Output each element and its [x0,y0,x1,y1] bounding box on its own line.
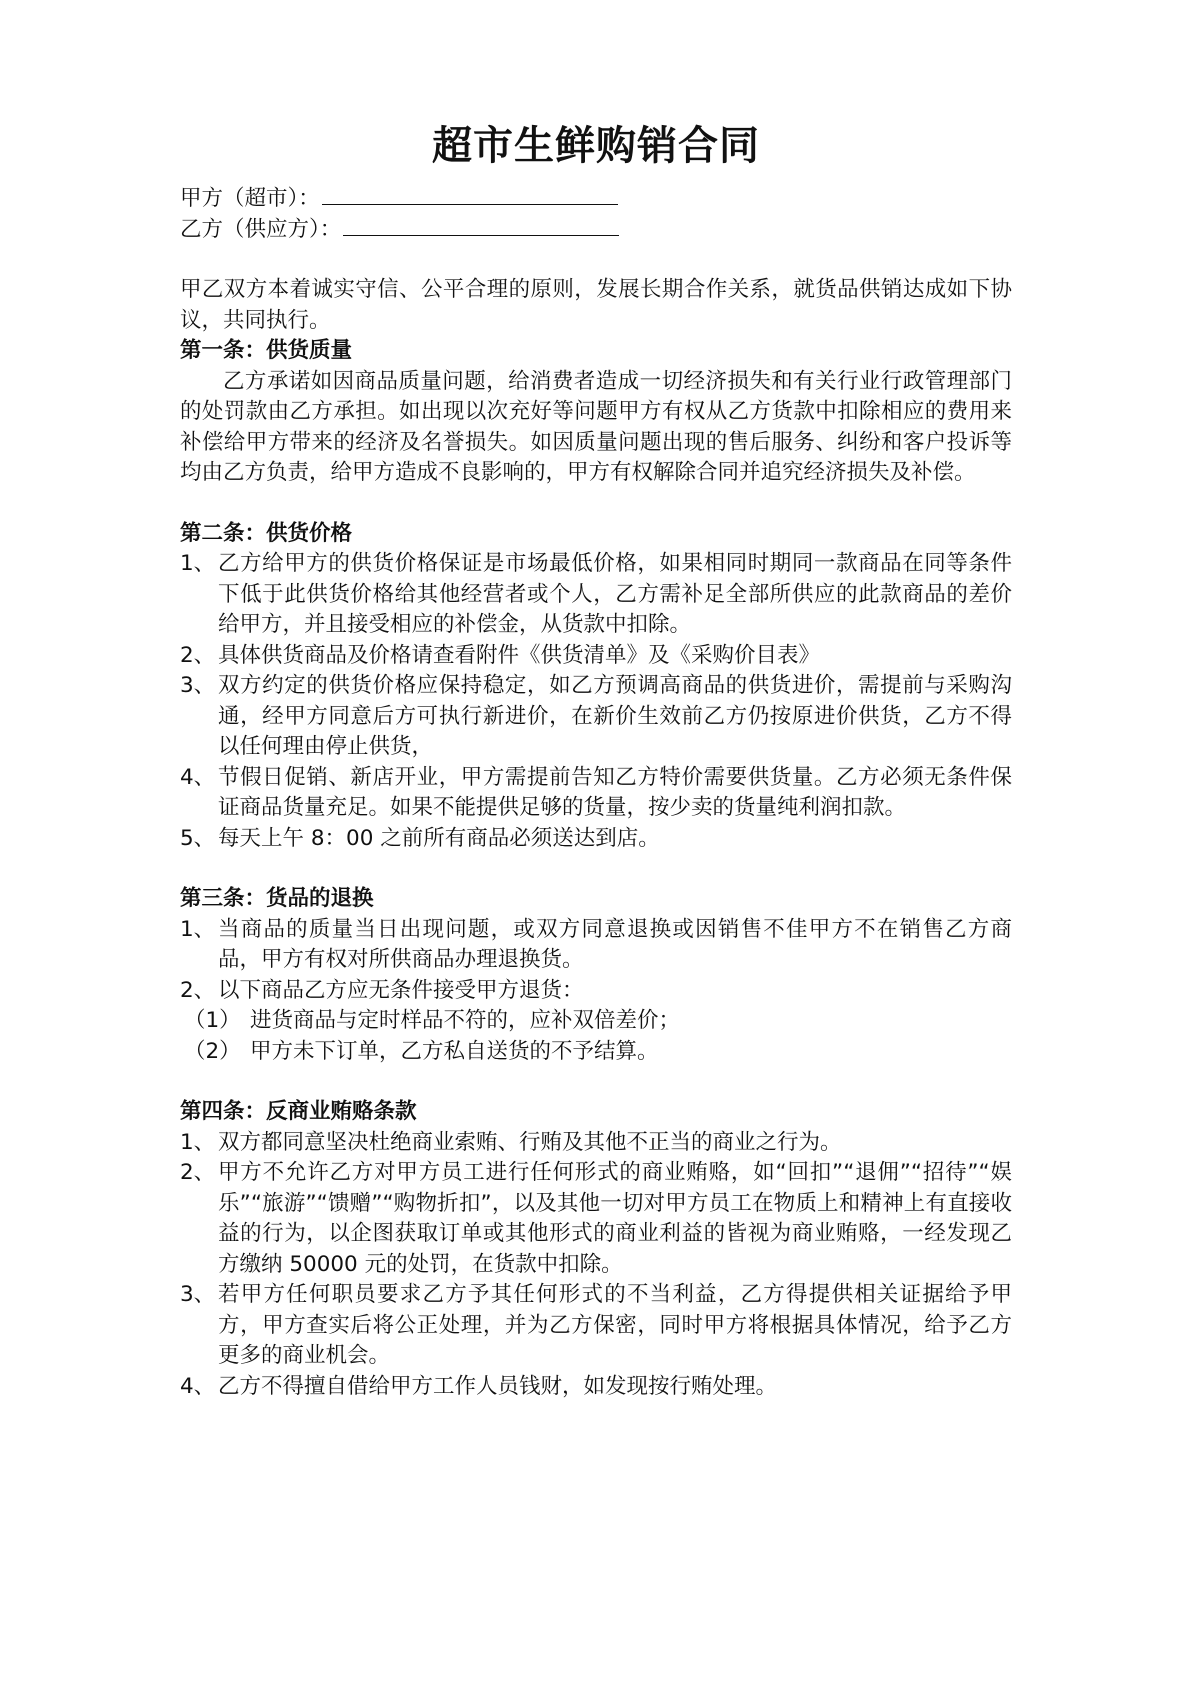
section-2-list [180,549,1012,854]
list-item [180,915,1012,976]
spacer [180,854,1012,884]
intro-paragraph: 甲乙双方本着诚实守信、公平合理的原则，发展长期合作关系，就货品供销达成如下协议，共同执行。 [180,277,1012,333]
list-item-number: 4、 [180,1373,216,1399]
list-item [180,671,1012,763]
list-item-number: 2、 [180,642,216,668]
sub-list-item [180,1037,1012,1068]
list-item-number: 3、 [180,1282,216,1307]
list-item-text: 双方约定的供货价格应保持稳定，如乙方预调高商品的供货进价，需提前与采购沟通，经甲方同意后方可执行新进价，在新价生效前乙方仍按原进价供货，乙方不得以任何理由停止供货， [218,673,1012,759]
list-item-text: 乙方给甲方的供货价格保证是市场最低价格，如果相同时期同一款商品在同等条件下低于此供货价格给其他经营者或个人，乙方需补足全部所供应的此款商品的差价给甲方，并且接受相应的补偿金，从货款中扣除。 [218,551,1012,637]
list-item-number: 1、 [180,916,216,942]
section-3-heading: 第三条：货品的退换 [180,886,374,911]
list-item-number: 3、 [180,673,216,698]
party-a-blank [322,184,618,205]
list-item-number: 1、 [180,551,216,576]
spacer [180,245,1012,275]
list-item [180,824,1012,855]
list-item-text: 节假日促销、新店开业，甲方需提前告知乙方特价需要供货量。乙方必须无条件保证商品货量充足。如果不能提供足够的货量，按少卖的货量纯利润扣款。 [218,764,1012,820]
list-item-number: 2、 [180,977,216,1003]
section-4-list [180,1128,1012,1403]
party-b-line [180,215,1012,246]
section-1-body: 乙方承诺如因商品质量问题，给消费者造成一切经济损失和有关行业行政管理部门的处罚款由乙方承担。如出现以次充好等问题甲方有权从乙方货款中扣除相应的费用来补偿给甲方带来的经济及名誉损失。如因质量问题出现的售后服务、纠纷和客户投诉等均由乙方负责，给甲方造成不良影响的，甲方有权解除合同并追究经济损失及补偿。 [180,368,1012,485]
list-item [180,1280,1012,1372]
list-item [180,641,1012,672]
sub-list-item-text: 进货商品与定时样品不符的，应补双倍差价； [250,1008,681,1033]
list-item-number: 4、 [180,764,216,790]
list-item-text: 具体供货商品及价格请查看附件《供货清单》及《采购价目表》 [218,642,821,668]
list-item-text: 乙方不得擅自借给甲方工作人员钱财，如发现按行贿处理。 [218,1373,778,1399]
list-item-text: 甲方不允许乙方对甲方员工进行任何形式的商业贿赂，如“回扣”“退佣”“招待”“娱乐”“旅游”“馈赠”“购物折扣”，以及其他一切对甲方员工在物质上和精神上有直接收益的行为，以企图获取订单或其他形式的商业利益的皆视为商业贿赂，一经发现乙方缴纳 50000 元的处罚，在货款中扣除。 [218,1160,1012,1277]
party-b-blank [343,215,619,236]
list-item-number: 2、 [180,1160,216,1185]
section-4-heading: 第四条：反商业贿赂条款 [180,1099,417,1124]
spacer [180,1067,1012,1097]
party-a-label: 甲方（超市）： [180,186,320,211]
list-item-text: 每天上午 8：00 之前所有商品必须送达到店。 [218,825,660,851]
section-1-heading: 第一条：供货质量 [180,338,353,363]
sub-list-item-text: 甲方未下订单，乙方私自送货的不予结算。 [250,1038,659,1064]
list-item-text: 当商品的质量当日出现问题，或双方同意退换或因销售不佳甲方不在销售乙方商品，甲方有权对所供商品办理退换货。 [218,916,1012,972]
sub-list-item [180,1006,1012,1037]
document-title: 超市生鲜购销合同 [432,123,760,169]
list-item-text: 若甲方任何职员要求乙方予其任何形式的不当利益，乙方得提供相关证据给予甲方，甲方查实后将公正处理，并为乙方保密，同时甲方将根据具体情况，给予乙方更多的商业机会。 [218,1282,1012,1368]
sub-list-item-number: （2） [184,1038,241,1064]
list-item [180,763,1012,824]
list-item-number: 1、 [180,1129,216,1155]
section-2-heading: 第二条：供货价格 [180,520,353,546]
list-item-text: 双方都同意坚决杜绝商业索贿、行贿及其他不正当的商业之行为。 [218,1129,842,1155]
list-item [180,1158,1012,1280]
list-item [180,976,1012,1007]
sub-list-item-number: （1） [184,1008,241,1033]
section-3-list [180,915,1012,1068]
list-item-text: 以下商品乙方应无条件接受甲方退货： [218,977,584,1003]
document-content [180,118,1012,1402]
party-b-label: 乙方（供应方）： [180,216,342,242]
party-a-line [180,184,1012,215]
list-item [180,549,1012,641]
list-item [180,1128,1012,1159]
spacer [180,489,1012,519]
list-item [180,1372,1012,1403]
list-item-number: 5、 [180,825,216,851]
